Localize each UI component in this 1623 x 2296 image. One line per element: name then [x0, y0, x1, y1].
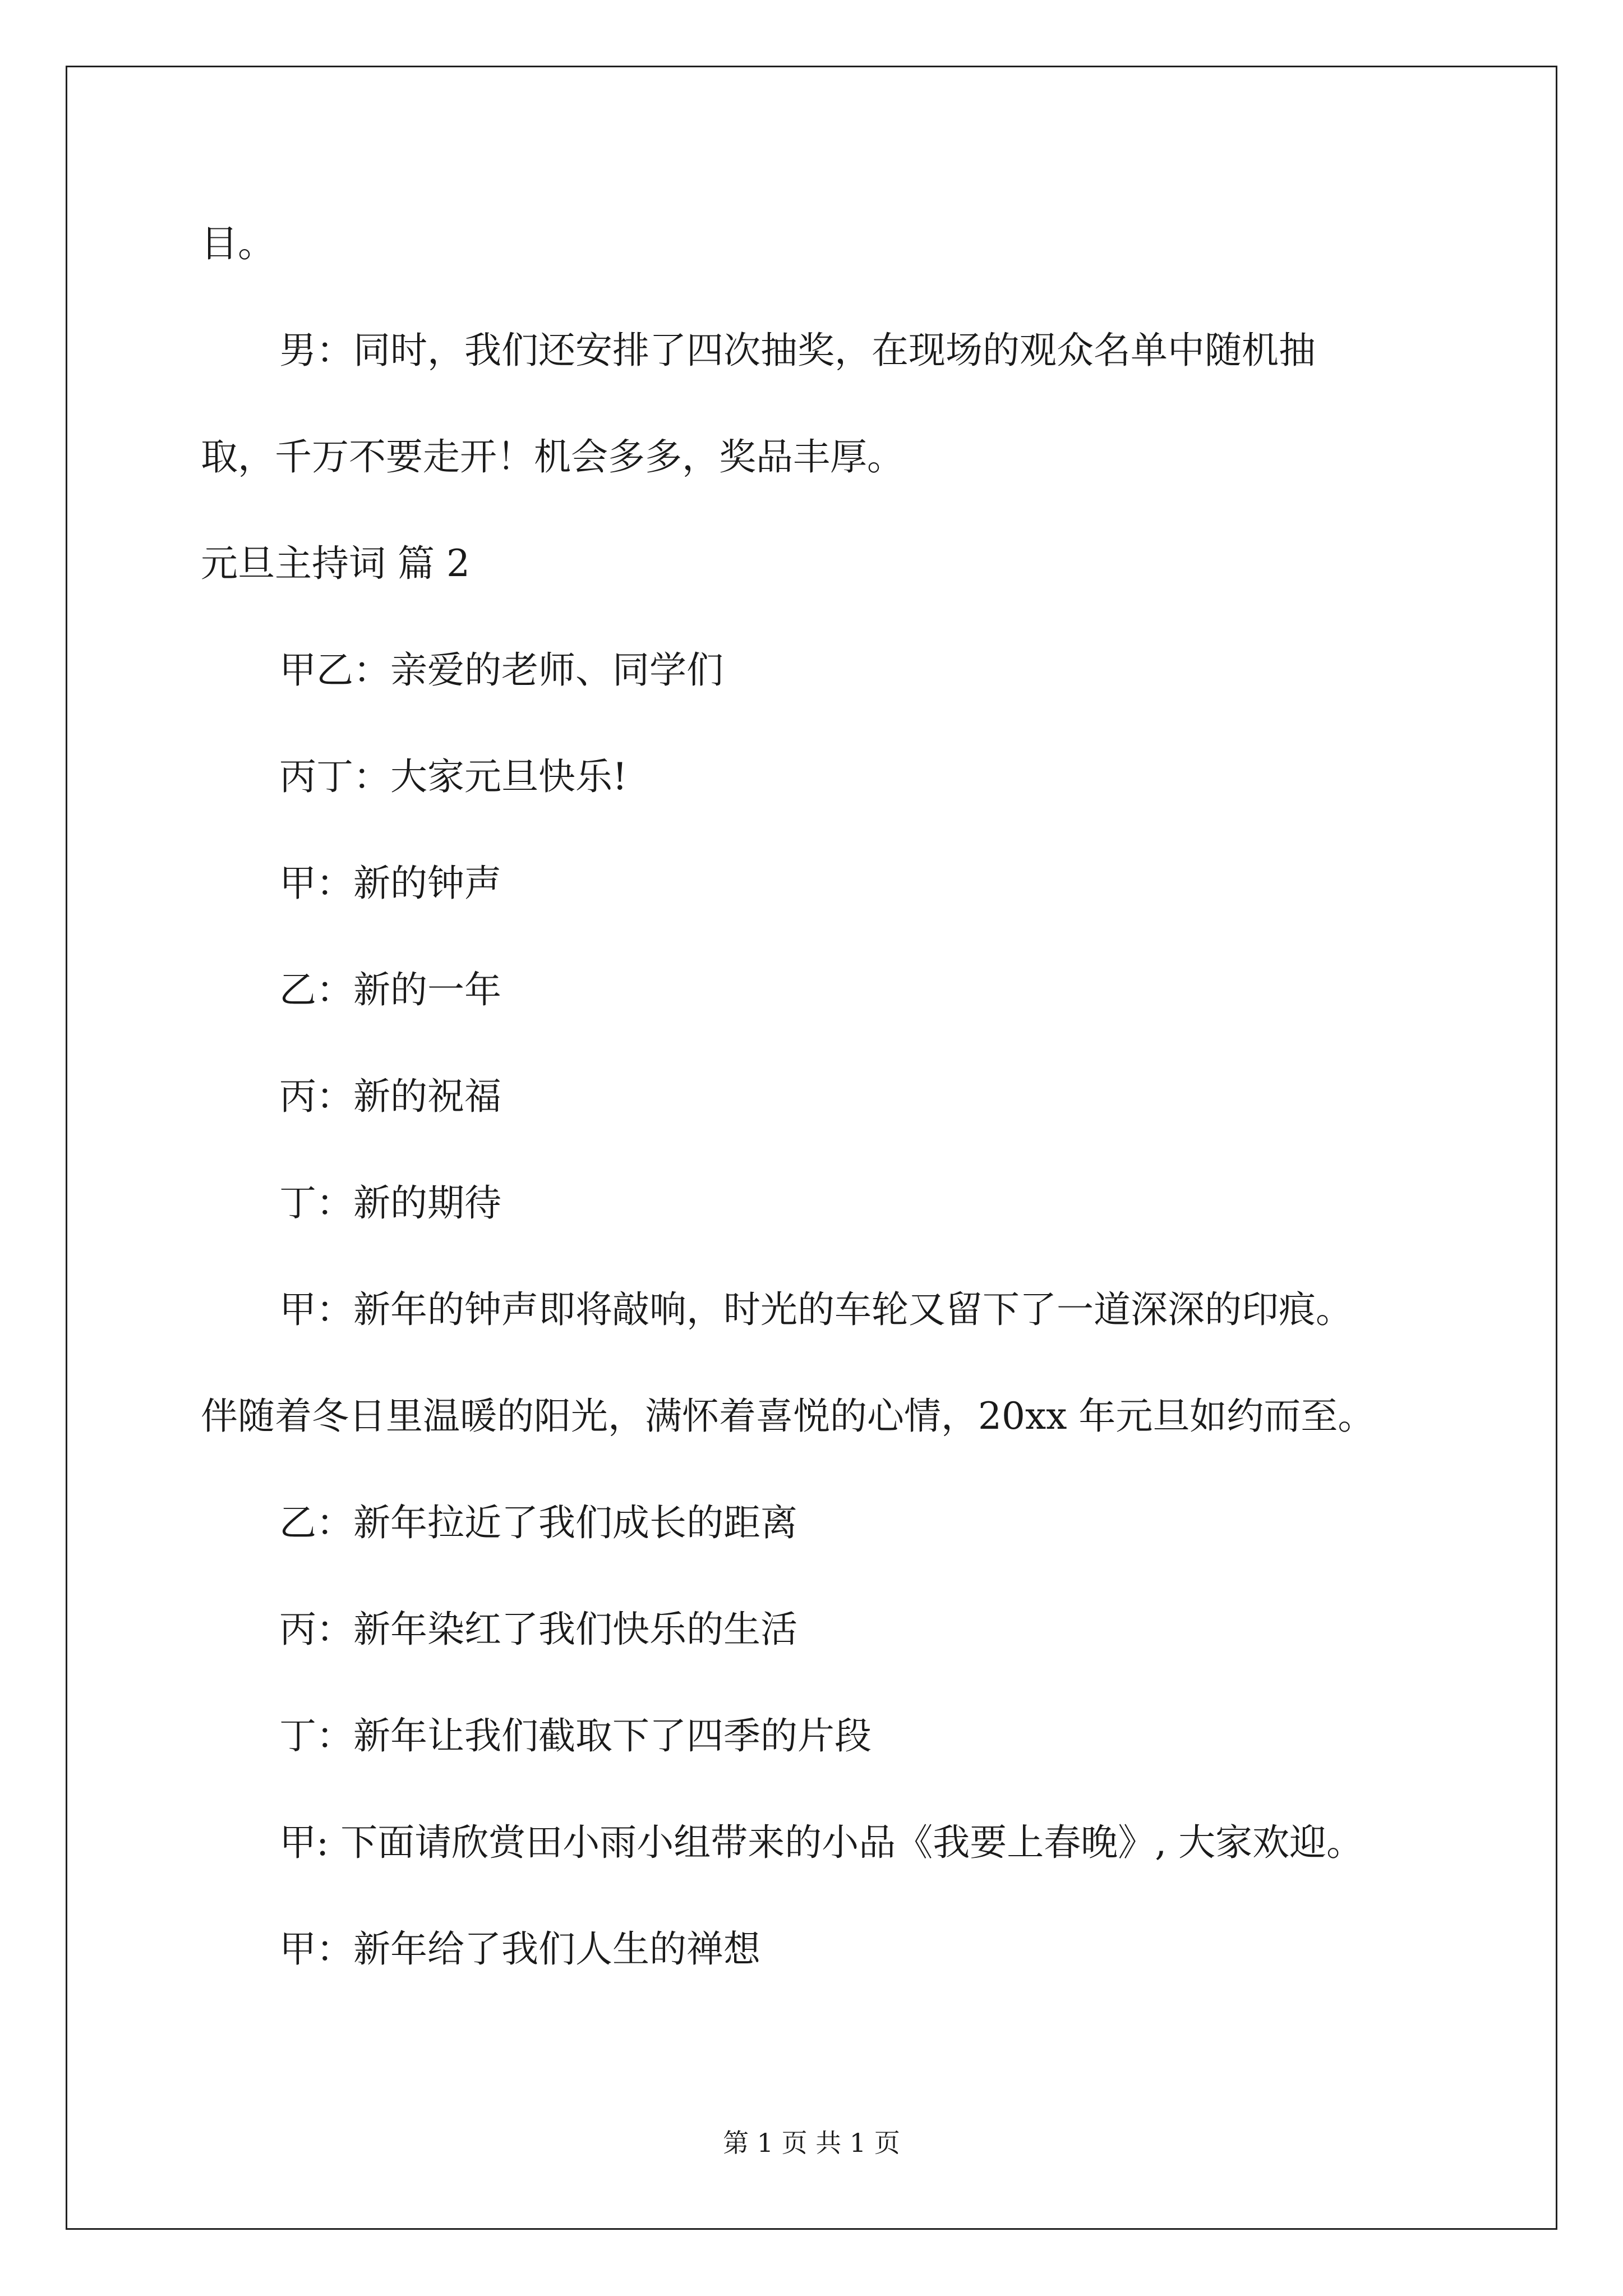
text-line: 丙：新的祝福 — [279, 1075, 501, 1118]
text-line: 甲：新的钟声 — [279, 862, 501, 905]
text-line: 目。 — [201, 222, 275, 265]
text-line: 甲：新年的钟声即将敲响，时光的车轮又留下了一道深深的印痕。 — [279, 1288, 1353, 1331]
text-line: 乙：新年拉近了我们成长的距离 — [279, 1501, 797, 1544]
text-line: 甲：新年给了我们人生的禅想 — [279, 1927, 760, 1971]
text-line: 丁：新年让我们截取下了四季的片段 — [279, 1714, 872, 1757]
section-heading: 元旦主持词 篇 2 — [201, 542, 470, 585]
page-footer: 第 1 页 共 1 页 — [723, 2128, 900, 2158]
text-line: 甲: 下面请欣赏田小雨小组带来的小品《我要上春晚》, 大家欢迎。 — [279, 1821, 1364, 1864]
text-line: 乙：新的一年 — [279, 968, 501, 1011]
text-line: 甲乙：亲爱的老师、同学们 — [279, 648, 723, 692]
text-line: 伴随着冬日里温暖的阳光，满怀着喜悦的心情，20xx 年元旦如约而至。 — [201, 1395, 1375, 1438]
text-line: 丙：新年染红了我们快乐的生活 — [279, 1608, 797, 1651]
text-line: 取，千万不要走开！机会多多，奖品丰厚。 — [201, 435, 904, 478]
text-line: 丁：新的期待 — [279, 1181, 501, 1225]
page-border — [66, 66, 1557, 2230]
text-line: 丙丁：大家元旦快乐! — [279, 755, 628, 798]
text-line: 男：同时，我们还安排了四次抽奖，在现场的观众名单中随机抽 — [279, 329, 1316, 372]
